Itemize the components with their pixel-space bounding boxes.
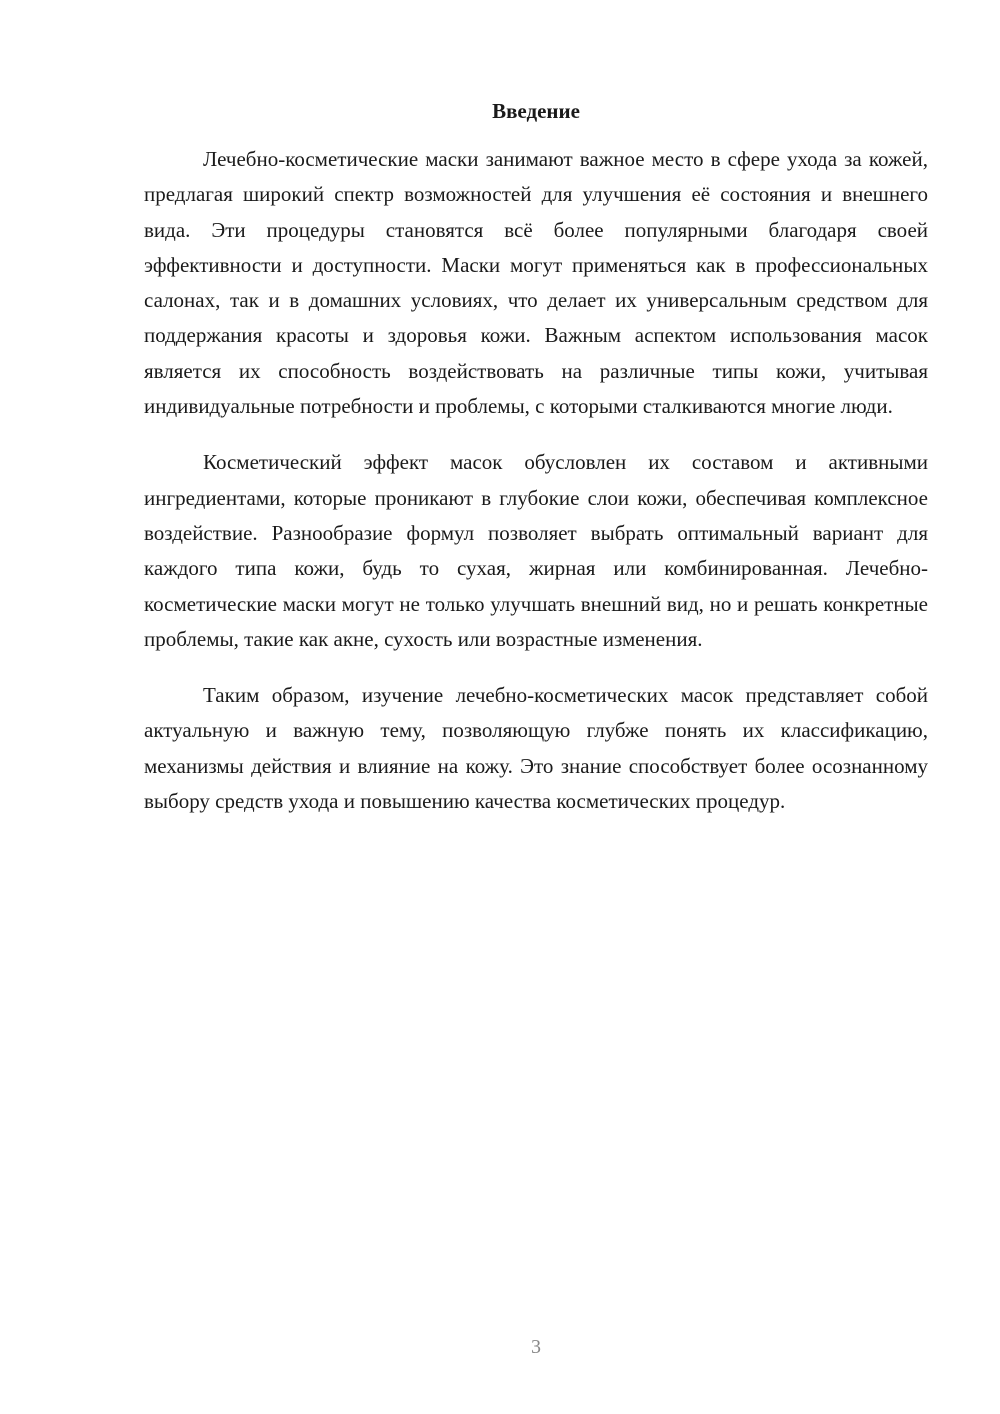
section-heading: Введение: [492, 99, 580, 123]
paragraph-2: Косметический эффект масок обусловлен их составом и активными ингредиентами, которые проникают в глубокие слои кожи, обеспечивая комплексное воздействие. Разнообразие формул позволяет выбрать оптимальный вариант для каждого типа кожи, будь то сухая, жирная или комбинированная. Лечебно-косметические маски могут не только улучшать внешний вид, но и решать конкретные проблемы, такие как акне, сухость или возрастные изменения.: [144, 450, 928, 651]
paragraph-3: Таким образом, изучение лечебно-косметических масок представляет собой актуальную и важную тему, позволяющую глубже понять их классификацию, механизмы действия и влияние на кожу. Это знание способствует более осознанному выбору средств ухода и повышению качества косметических процедур.: [144, 683, 928, 814]
body-text: [144, 142, 928, 840]
page-number: 3: [531, 1336, 541, 1358]
paragraph-1: Лечебно-косметические маски занимают важное место в сфере ухода за кожей, предлагая широкий спектр возможностей для улучшения её состояния и внешнего вида. Эти процедуры становятся всё более популярными благодаря своей эффективности и доступности. Маски могут применяться как в профессиональных салонах, так и в домашних условиях, что делает их универсальным средством для поддержания красоты и здоровья кожи. Важным аспектом использования масок является их способность воздействовать на различные типы кожи, учитывая индивидуальные потребности и проблемы, с которыми сталкиваются многие люди.: [144, 147, 928, 419]
